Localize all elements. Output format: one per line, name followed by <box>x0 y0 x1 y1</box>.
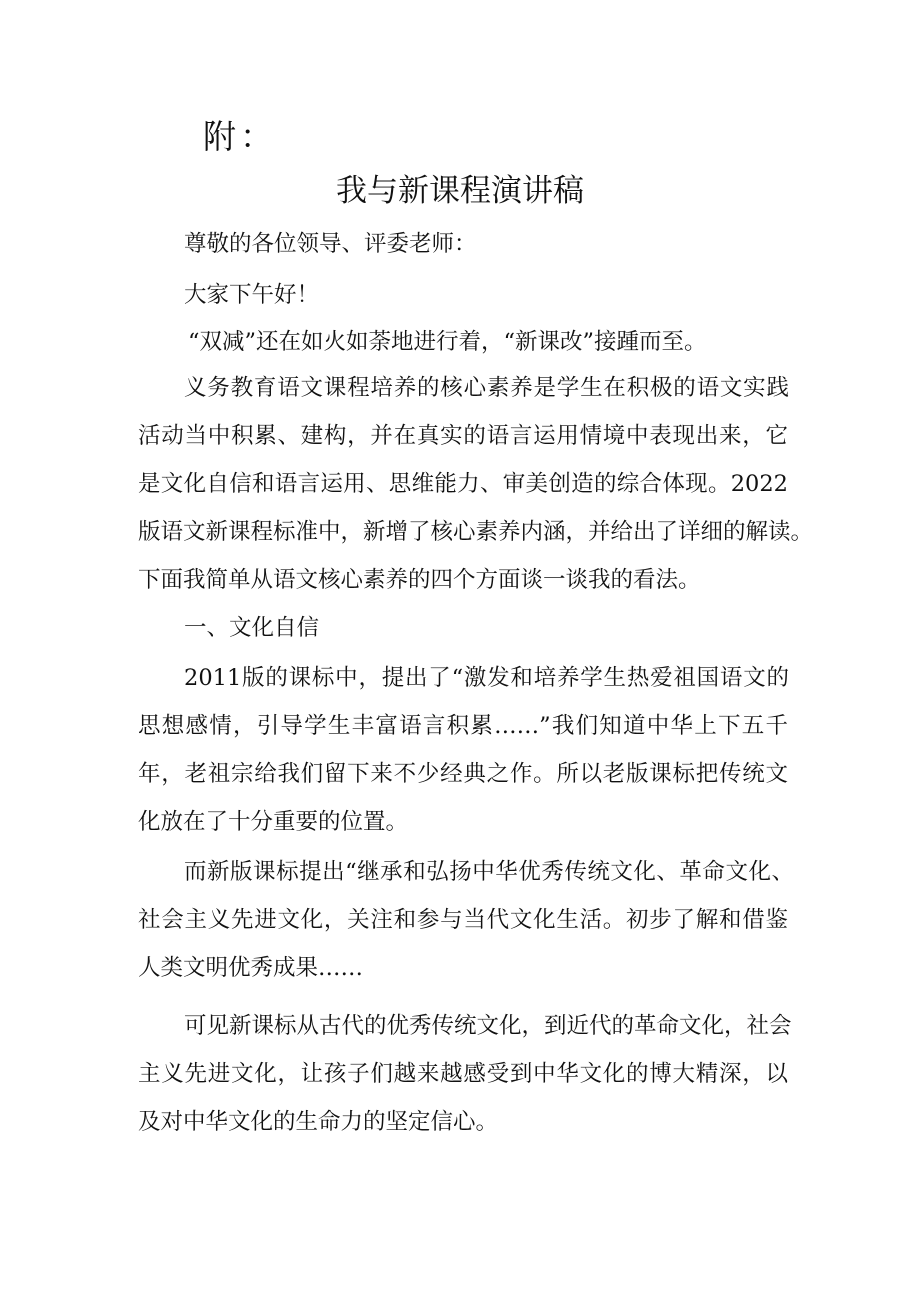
paragraph-line: 而新版课标提出“继承和弘扬中华优秀传统文化、革命文化、 <box>184 859 794 885</box>
greeting-line: 尊敬的各位领导、评委老师： <box>184 231 477 257</box>
paragraph-line: 化放在了十分重要的位置。 <box>138 809 409 835</box>
paragraph-line: 主义先进文化，让孩子们越来越感受到中华文化的博大精深，以 <box>138 1061 788 1087</box>
paragraph-line: 人类文明优秀成果…… <box>138 955 364 981</box>
salutation-line: 大家下午好！ <box>184 282 320 308</box>
section-heading: 一、文化自信 <box>184 615 320 641</box>
paragraph-line: 及对中华文化的生命力的坚定信心。 <box>138 1109 499 1135</box>
paragraph-line: 2011版的课标中，提出了“激发和培养学生热爱祖国语文的 <box>184 665 789 691</box>
intro-line: “双减”还在如火如荼地进行着，“新课改”接踵而至。 <box>188 329 707 355</box>
paragraph-line: 下面我简单从语文核心素养的四个方面谈一谈我的看法。 <box>138 567 701 593</box>
paragraph-line: 活动当中积累、建构，并在真实的语言运用情境中表现出来，它 <box>138 423 788 449</box>
paragraph-line: 年，老祖宗给我们留下来不少经典之作。所以老版课标把传统文 <box>138 761 788 787</box>
paragraph-line: 可见新课标从古代的优秀传统文化，到近代的革命文化，社会 <box>184 1013 792 1039</box>
paragraph-line: 是文化自信和语言运用、思维能力、审美创造的综合体现。2022 <box>138 471 788 497</box>
paragraph-line: 社会主义先进文化，关注和参与当代文化生活。初步了解和借鉴 <box>138 907 788 933</box>
page-title: 我与新课程演讲稿 <box>336 173 584 209</box>
paragraph-line: 版语文新课程标准中，新增了核心素养内涵，并给出了详细的解读。 <box>138 519 814 545</box>
paragraph-line: 义务教育语文课程培养的核心素养是学生在积极的语文实践 <box>184 375 789 401</box>
paragraph-line: 思想感情，引导学生丰富语言积累……”我们知道中华上下五千 <box>138 713 788 739</box>
appendix-label: 附： <box>203 117 277 156</box>
